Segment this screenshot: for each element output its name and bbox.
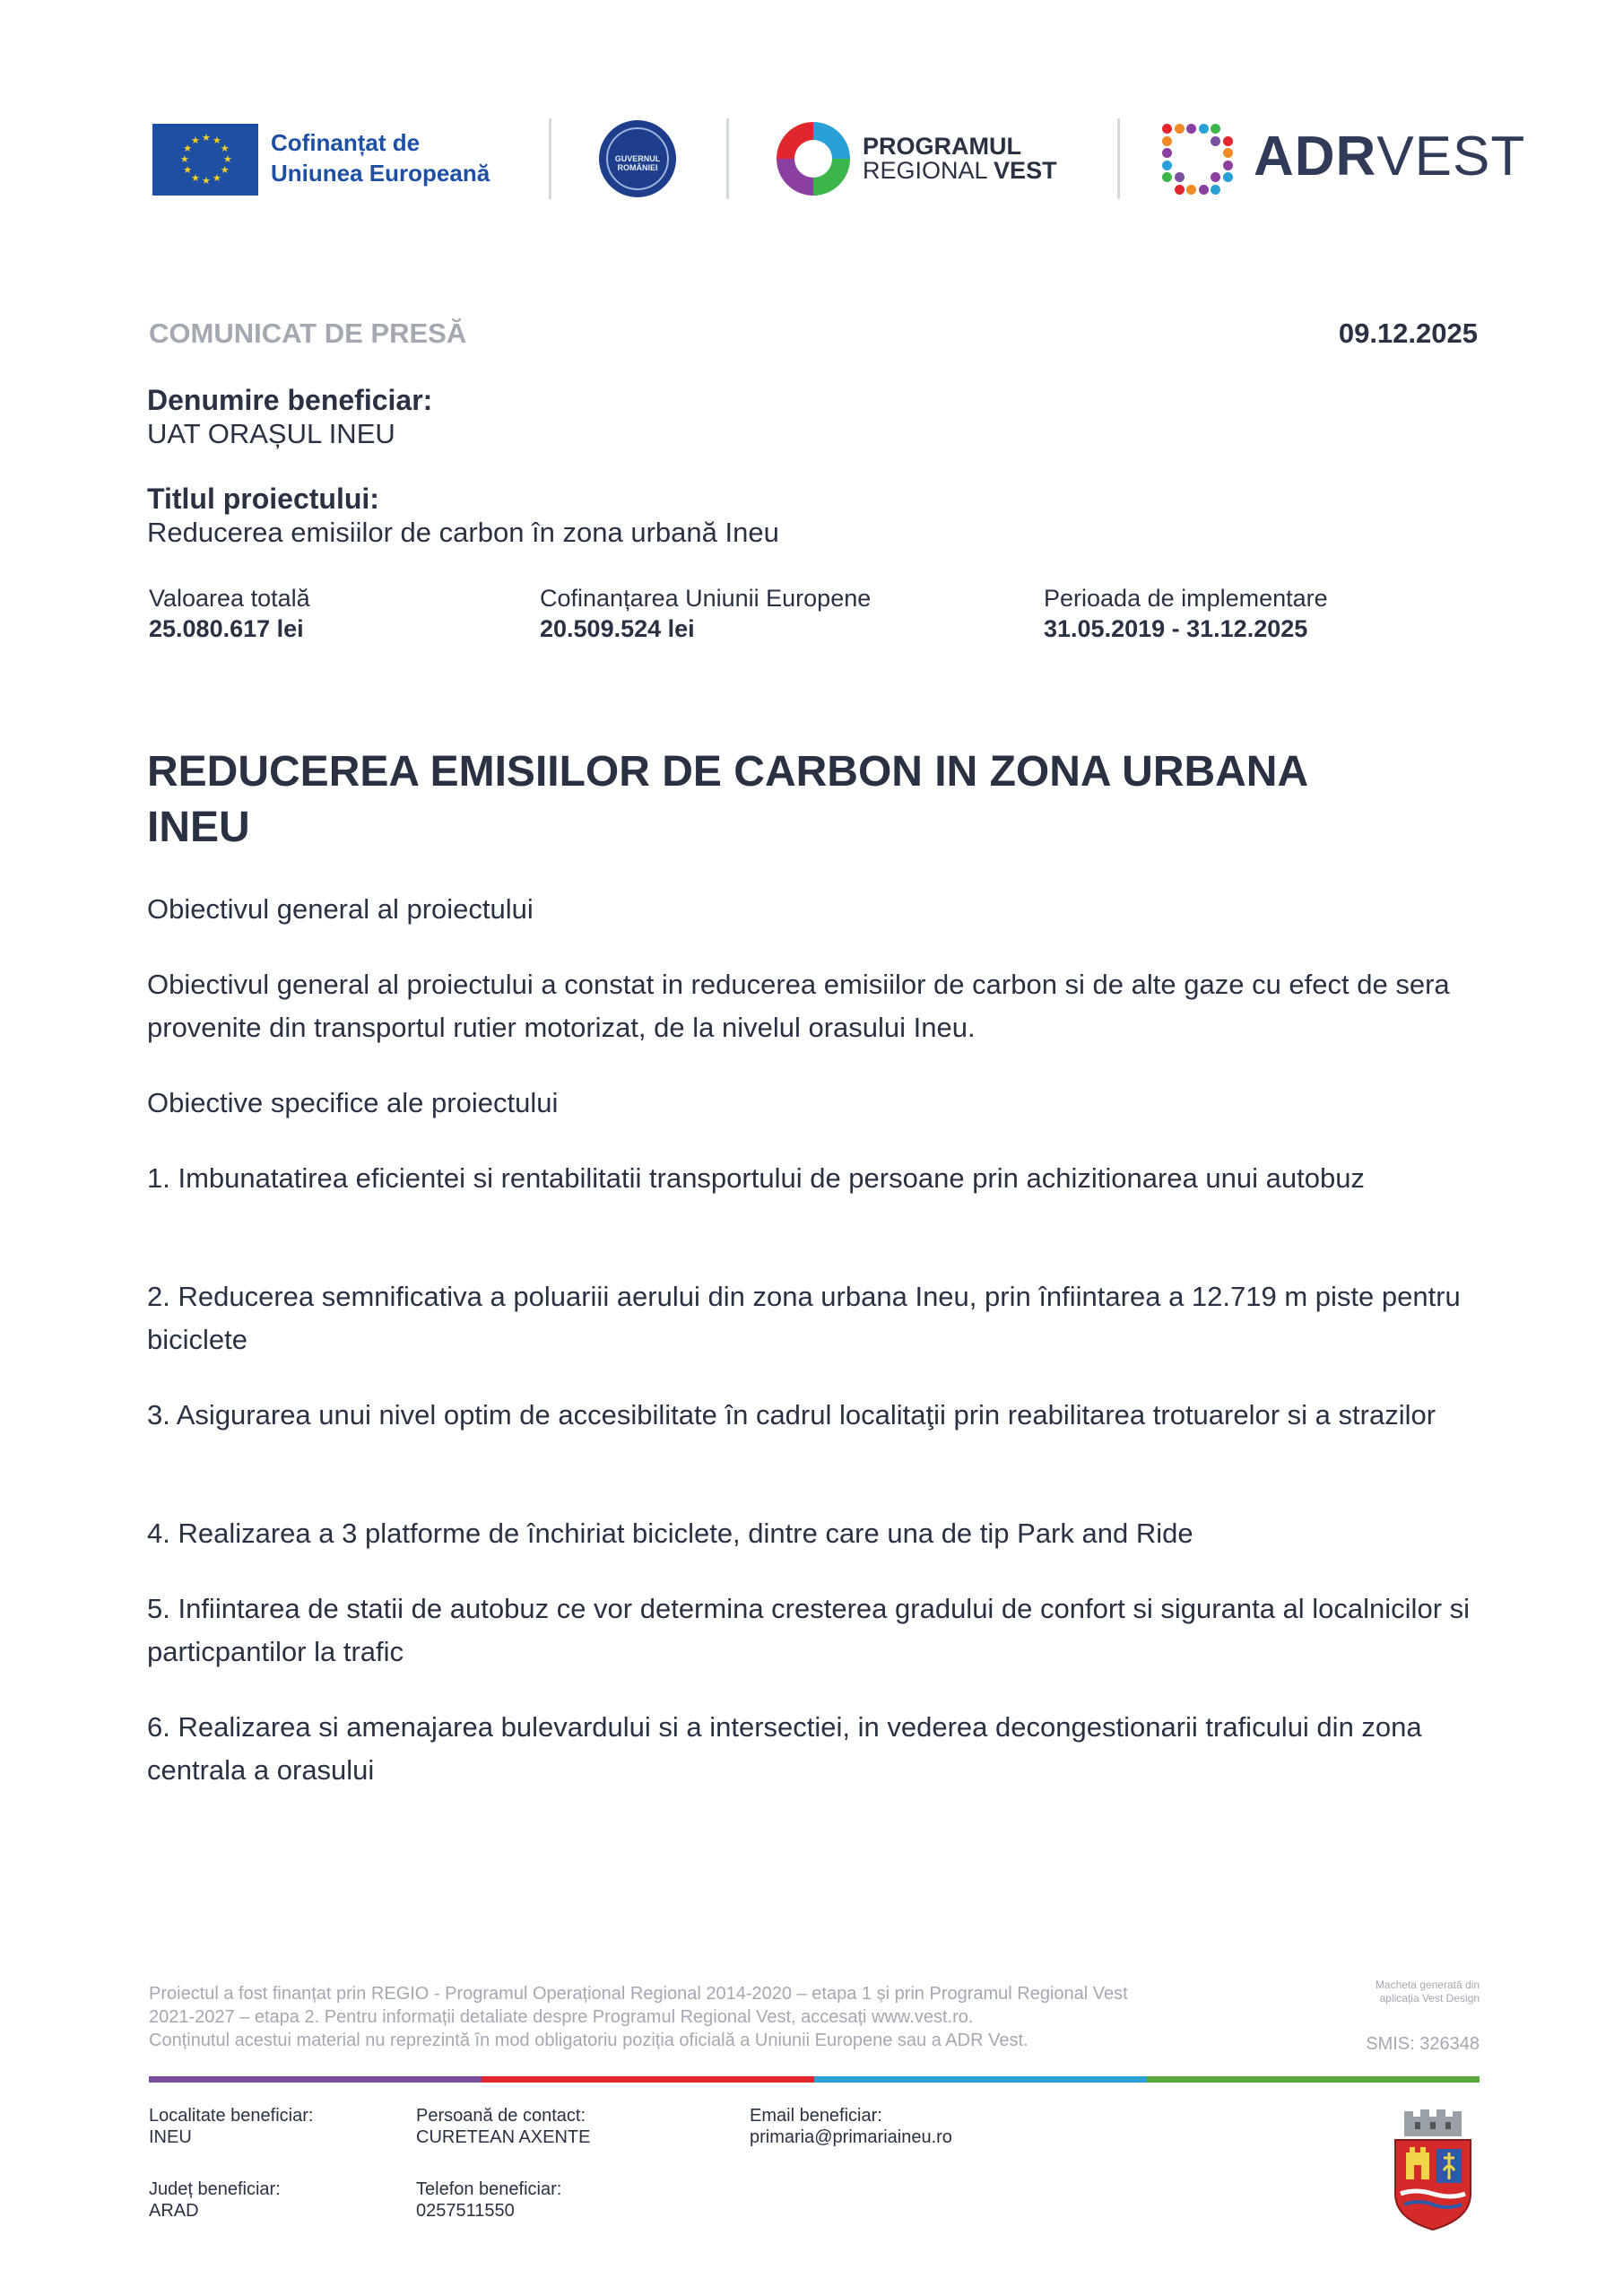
romanian-government-seal-logo: GUVERNUL ROMÂNIEI (599, 120, 676, 197)
county-label: Județ beneficiar: (149, 2179, 281, 2199)
total-value-amount: 25.080.617 lei (149, 615, 304, 642)
regional-program-text: PROGRAMUL REGIONAL VEST (863, 133, 1057, 184)
implementation-period-value: 31.05.2019 - 31.12.2025 (1044, 615, 1308, 642)
phone-value: 0257511550 (416, 2201, 515, 2221)
funding-disclaimer: Proiectul a fost finanțat prin REGIO - Programul Operațional Regional 2014-2020 – etapa 1 și prin Programul Regional Vest 2021-2027 – etapa 2. Pentru informații detaliate despre Programul Regional Vest, accesați www.vest.ro. Conținutul acestui material nu reprezintă în mod obligatoriu poziția oficială a Uniunii Europene sau a ADR Vest. (149, 1984, 1128, 2050)
logo-dot (1175, 185, 1185, 195)
logo-dot (1211, 124, 1220, 134)
eu-star-icon: ★ (213, 135, 221, 147)
objective-item: 3. Asigurarea unui nivel optim de accesibilitate în cadrul localitaţii prin reabilitarea trotuarelor si a strazilor (147, 1399, 1436, 1431)
eu-star-icon: ★ (223, 154, 232, 165)
eu-star-icon: ★ (183, 165, 193, 176)
logo-divider (549, 118, 551, 199)
smis-code: SMIS: 326348 (1366, 2034, 1480, 2054)
adr-vest-dots-logo (1162, 124, 1234, 196)
color-bar-segment (814, 2076, 1147, 2083)
logo-dot (1223, 172, 1233, 182)
logo-divider (1117, 118, 1120, 199)
beneficiary-value: UAT ORAȘUL INEU (147, 418, 395, 449)
paragraph: Obiectivul general al proiectului a constat in reducerea emisiilor de carbon si de alte gaze cu efect de sera provenite din transportul rutier motorizat, de la nivelul orasului Ineu. (147, 969, 1450, 1043)
project-title-label: Titlul proiectului: (147, 483, 379, 515)
implementation-period-label: Perioada de implementare (1044, 585, 1328, 612)
contact-person-value: CURETEAN AXENTE (416, 2127, 591, 2147)
locality-value: INEU (149, 2127, 192, 2147)
objective-item: 2. Reducerea semnificativa a poluariii aerului din zona urbana Ineu, prin înfiintarea a 12.719 m piste pentru biciclete (147, 1281, 1461, 1355)
email-label: Email beneficiar: (750, 2106, 882, 2126)
logo-dot (1223, 161, 1233, 170)
paragraph-heading: Obiectivul general al proiectului (147, 893, 534, 925)
email-value[interactable]: primaria@primariaineu.ro (750, 2127, 952, 2147)
template-generator-note: Macheta generată din aplicația Vest Design (1375, 1979, 1480, 2005)
press-release-date: 09.12.2025 (1338, 317, 1478, 349)
total-value-label: Valoarea totală (149, 585, 310, 612)
objective-item: 6. Realizarea si amenajarea bulevardului si a intersectiei, in vederea decongestionarii traficului din zona centrala a orasului (147, 1711, 1422, 1786)
logo-dot (1223, 148, 1233, 158)
eu-star-icon: ★ (180, 154, 189, 165)
logo-dot (1186, 124, 1196, 134)
contact-person-label: Persoană de contact: (416, 2106, 586, 2126)
objective-item: 1. Imbunatatirea eficientei si rentabilitatii transportului de persoane prin achizitionarea unui autobuz (147, 1162, 1365, 1194)
color-bar-segment (1147, 2076, 1480, 2083)
logo-dot (1211, 172, 1220, 182)
objective-item: 4. Realizarea a 3 platforme de închiriat biciclete, dintre care una de tip Park and Ride (147, 1518, 1193, 1549)
eu-star-icon: ★ (202, 176, 211, 187)
paragraph-heading: Obiective specifice ale proiectului (147, 1087, 559, 1118)
footer-color-bar (149, 2076, 1480, 2083)
logo-dot (1175, 172, 1185, 182)
eu-star-icon: ★ (191, 172, 200, 184)
county-value: ARAD (149, 2201, 199, 2221)
logo-divider (726, 118, 729, 199)
objective-item: 5. Infiintarea de statii de autobuz ce vor determina cresterea gradului de confort si siguranta al localnicilor si particpantilor la trafic (147, 1593, 1471, 1667)
logo-dot (1162, 124, 1172, 134)
adr-vest-logo-text: ADRVEST (1254, 126, 1526, 187)
logo-dot (1162, 136, 1172, 146)
logo-dot (1199, 124, 1209, 134)
article-title: REDUCEREA EMISIILOR DE CARBON IN ZONA URBANA INEU (147, 748, 1309, 851)
eu-flag-logo (152, 124, 258, 196)
eu-cofinanced-text: Cofinanțat de Uniunea Europeană (271, 129, 490, 187)
project-title-value: Reducerea emisiilor de carbon în zona urbană Ineu (147, 517, 779, 548)
eu-star-icon: ★ (213, 172, 221, 184)
logo-dot (1199, 185, 1209, 195)
regional-program-ring-logo (777, 122, 850, 196)
logo-dot (1162, 148, 1172, 158)
logo-dot (1162, 172, 1172, 182)
ineu-coat-of-arms-icon (1388, 2108, 1478, 2231)
eu-star-icon: ★ (220, 165, 230, 176)
logo-dot (1211, 136, 1220, 146)
locality-label: Localitate beneficiar: (149, 2106, 314, 2126)
phone-label: Telefon beneficiar: (416, 2179, 562, 2199)
logo-dot (1162, 161, 1172, 170)
logo-dot (1211, 185, 1220, 195)
eu-cofinancing-amount: 20.509.524 lei (540, 615, 695, 642)
eu-star-icon: ★ (202, 133, 211, 144)
press-release-label: COMUNICAT DE PRESĂ (149, 317, 467, 349)
eu-star-icon: ★ (220, 144, 230, 154)
eu-star-icon: ★ (191, 135, 200, 147)
color-bar-segment (149, 2076, 482, 2083)
logo-dot (1186, 185, 1196, 195)
eu-star-icon: ★ (183, 144, 193, 154)
beneficiary-label: Denumire beneficiar: (147, 384, 433, 416)
logo-dot (1175, 124, 1185, 134)
color-bar-segment (482, 2076, 814, 2083)
logo-dot (1223, 136, 1233, 146)
eu-cofinancing-label: Cofinanțarea Uniunii Europene (540, 585, 872, 612)
